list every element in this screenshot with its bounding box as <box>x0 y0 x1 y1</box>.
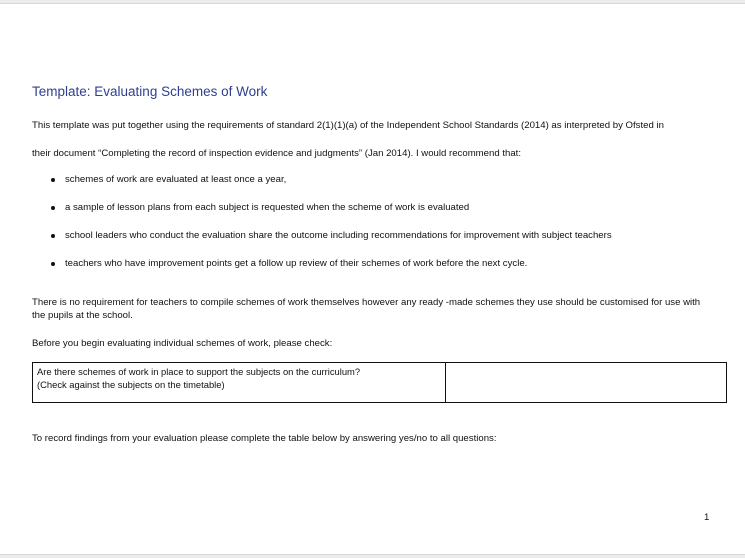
check-question-line-1: Are there schemes of work in place to support the subjects on the curriculum? <box>37 366 361 377</box>
document-title: Template: Evaluating Schemes of Work <box>32 84 268 99</box>
check-table <box>32 362 727 403</box>
intro-paragraph-line-1: This template was put together using the requirements of standard 2(1)(1)(a) of the Independent School Standards (2014) as interpreted by Ofsted in <box>32 120 664 131</box>
list-item <box>32 198 612 226</box>
list-item <box>32 226 612 254</box>
requirement-note: There is no requirement for teachers to compile schemes of work themselves however any ready -made schemes they use should be customised for use with the pupils at the school. <box>32 297 701 321</box>
check-answer-cell[interactable] <box>446 363 726 402</box>
before-check-text: Before you begin evaluating individual schemes of work, please check: <box>32 338 333 349</box>
list-item-text: schemes of work are evaluated at least once a year, <box>65 174 287 185</box>
recommendation-list <box>32 170 612 282</box>
bullet-icon <box>51 178 55 182</box>
findings-instruction: To record findings from your evaluation please complete the table below by answering yes/no to all questions: <box>32 433 497 444</box>
list-item-text: school leaders who conduct the evaluation share the outcome including recommendations for improvement with subject teachers <box>65 230 612 241</box>
list-item <box>32 170 612 198</box>
bullet-icon <box>51 262 55 266</box>
intro-paragraph-line-2: their document “Completing the record of inspection evidence and judgments” (Jan 2014). I would recommend that: <box>32 148 522 159</box>
check-question-cell <box>33 363 446 402</box>
bullet-icon <box>51 206 55 210</box>
bullet-icon <box>51 234 55 238</box>
list-item-text: a sample of lesson plans from each subject is requested when the scheme of work is evaluated <box>65 202 470 213</box>
check-question-line-2: (Check against the subjects on the timetable) <box>37 379 225 390</box>
list-item-text: teachers who have improvement points get a follow up review of their schemes of work before the next cycle. <box>65 258 528 269</box>
page-number: 1 <box>704 512 710 523</box>
document-page <box>0 3 745 555</box>
list-item <box>32 254 612 282</box>
